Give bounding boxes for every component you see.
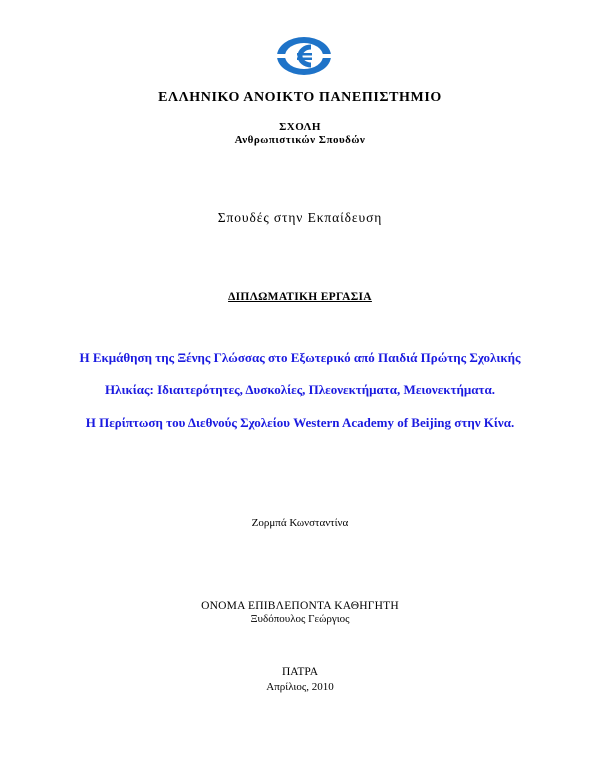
- document-type: ΔΙΠΛΩΜΑΤΙΚΗ ΕΡΓΑΣΙΑ: [228, 291, 372, 303]
- supervisor-name: Ξυδόπουλος Γεώργιος: [250, 613, 350, 625]
- city: ΠΑΤΡΑ: [281, 666, 319, 678]
- thesis-title-line-2: Ηλικίας: Ιδιαιτερότητες, Δυσκολίες, Πλεονεκτήματα, Μειονεκτήματα.: [105, 382, 495, 397]
- supervisor-label: ΟΝΟΜΑ ΕΠΙΒΛΕΠΟΝΤΑ ΚΑΘΗΓΗΤΗ: [201, 600, 399, 612]
- program-name: Σπουδές στην Εκπαίδευση: [217, 210, 383, 225]
- university-logo-icon: [275, 34, 333, 78]
- logo-graphic: [275, 34, 333, 78]
- thesis-title-line-1: Η Εκμάθηση της Ξένης Γλώσσας στο Εξωτερικό από Παιδιά Πρώτης Σχολικής: [79, 350, 521, 365]
- university-name: ΕΛΛΗΝΙΚΟ ΑΝΟΙΚΤΟ ΠΑΝΕΠΙΣΤΗΜΙΟ: [158, 90, 442, 105]
- author-name: Ζορμπά Κωνσταντίνα: [251, 517, 349, 529]
- date: Απρίλιος, 2010: [266, 681, 334, 693]
- department-name: Ανθρωπιστικών Σπουδών: [234, 134, 366, 146]
- school-label: ΣΧΟΛΗ: [279, 121, 321, 133]
- thesis-title-line-3: Η Περίπτωση του Διεθνούς Σχολείου Western Academy of Beijing στην Κίνα.: [85, 415, 515, 430]
